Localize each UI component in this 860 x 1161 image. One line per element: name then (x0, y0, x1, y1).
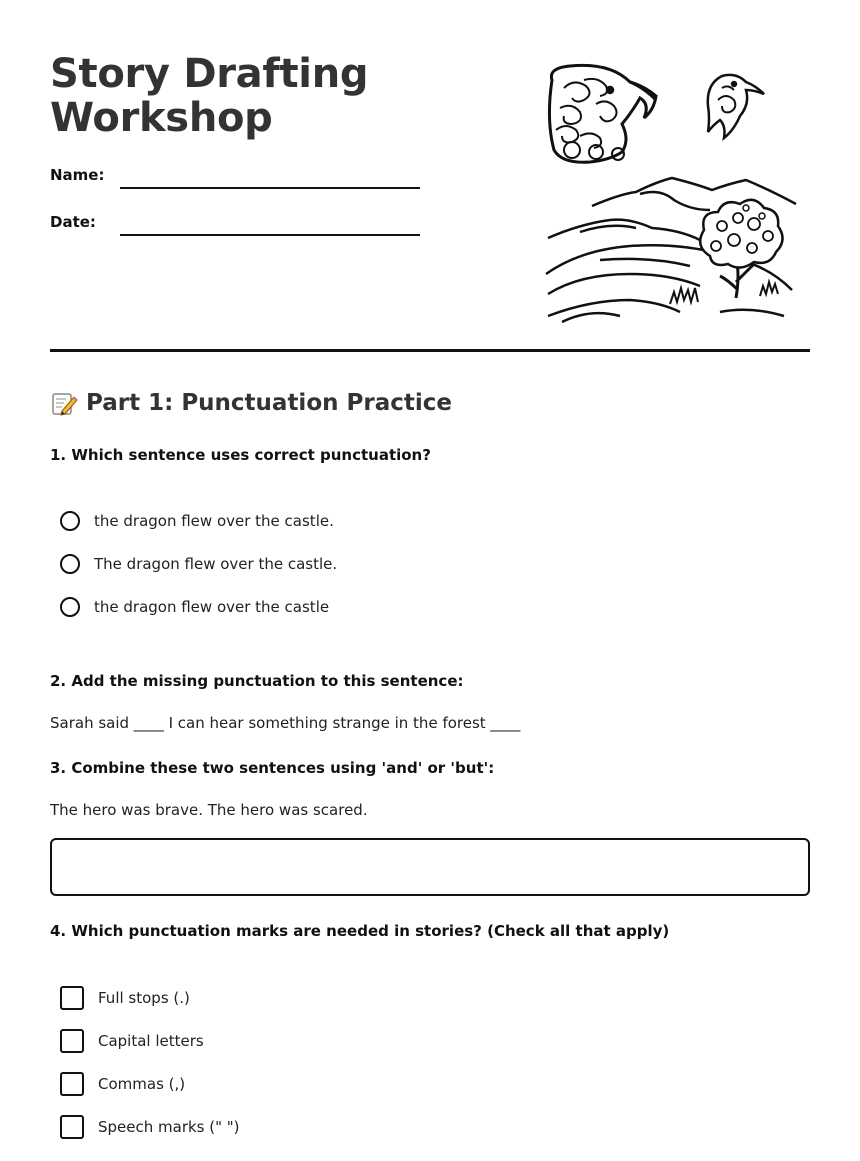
option-label: Capital letters (98, 1032, 204, 1050)
part1-heading (50, 389, 452, 417)
header-divider (50, 349, 810, 352)
q2-sentence: Sarah said ____ I can hear something strange in the forest ____ (50, 714, 521, 732)
dragon-head-icon (549, 65, 656, 162)
option-label: Speech marks (" ") (98, 1118, 240, 1136)
date-input-line[interactable] (120, 234, 420, 236)
question-2: 2. Add the missing punctuation to this sentence: (50, 672, 464, 690)
option-label: Commas (,) (98, 1075, 186, 1093)
question-3: 3. Combine these two sentences using 'and' or 'but': (50, 759, 495, 777)
option-label: the dragon flew over the castle (94, 598, 330, 616)
option-label: The dragon flew over the castle. (94, 555, 338, 573)
q1-option-2[interactable] (60, 551, 337, 577)
q4-option-4[interactable] (60, 1114, 240, 1140)
part1-title: Part 1: Punctuation Practice (86, 390, 452, 416)
checkbox[interactable] (60, 1072, 84, 1096)
q4-option-3[interactable] (60, 1071, 185, 1097)
name-input-line[interactable] (120, 187, 420, 189)
option-label: the dragon flew over the castle. (94, 512, 334, 530)
q1-option-1[interactable] (60, 508, 334, 534)
q3-sentence: The hero was brave. The hero was scared. (50, 801, 368, 819)
radio-button[interactable] (60, 554, 80, 574)
checkbox[interactable] (60, 1115, 84, 1139)
q4-option-2[interactable] (60, 1028, 204, 1054)
q3-answer-box[interactable] (50, 838, 810, 896)
memo-pencil-icon (50, 389, 78, 417)
question-4: 4. Which punctuation marks are needed in stories? (Check all that apply) (50, 922, 670, 940)
header-illustration (540, 60, 810, 330)
radio-button[interactable] (60, 511, 80, 531)
radio-button[interactable] (60, 597, 80, 617)
date-label: Date: (50, 213, 96, 231)
worksheet-title: Story Drafting Workshop (50, 51, 369, 141)
option-label: Full stops (.) (98, 989, 190, 1007)
name-label: Name: (50, 166, 105, 184)
bird-icon (708, 75, 764, 138)
q1-option-3[interactable] (60, 594, 329, 620)
checkbox[interactable] (60, 1029, 84, 1053)
question-1: 1. Which sentence uses correct punctuation? (50, 446, 431, 464)
q4-option-1[interactable] (60, 985, 190, 1011)
checkbox[interactable] (60, 986, 84, 1010)
